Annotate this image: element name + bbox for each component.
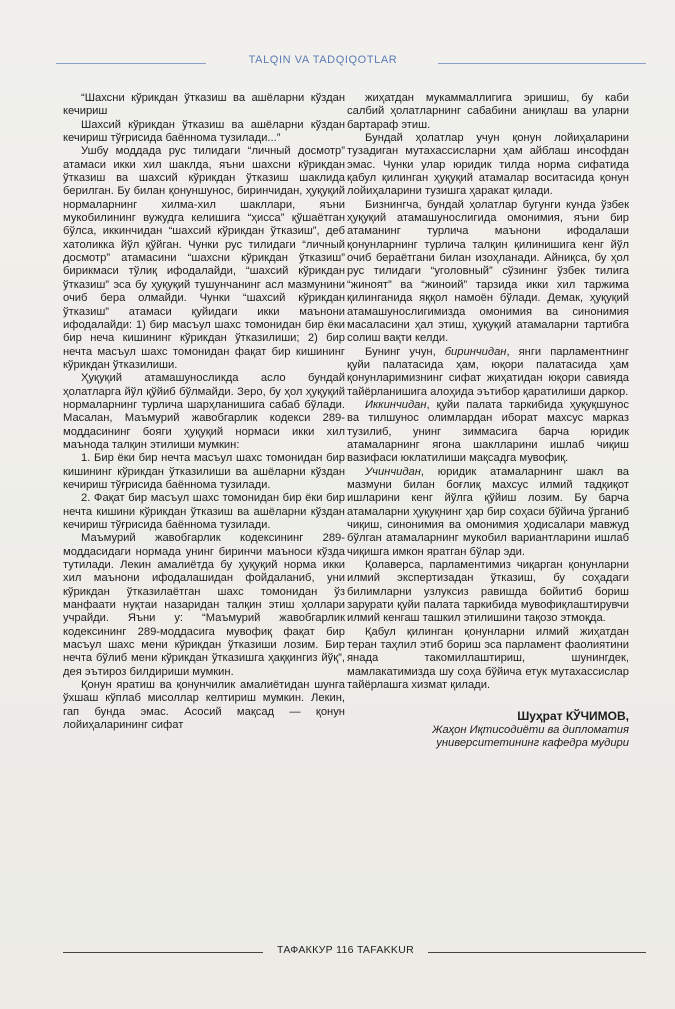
paragraph: Ушбу моддада рус тилидаги “личный досмотр” атамаси икки хил шаклда, яъни шахсни кўрикдан ўтказиш ва шахсий кўрикдан ўтказиш шаклида берилган. Бу билан қонуншунос, биринчидан, ҳуқуқий нормаларнинг хилма-хил шакллари, яъни мукобилининг вужудга келишига “ҳисса” қўшаётган бўлса, иккинчидан “шахсий кўрикдан ўтказиш”, деб хатоликка йўл қўйган. Чунки рус тилидаги “личный досмотр” атамасини “шахсни кўрикдан ўтказиш” бирикмаси тўлиқ ифодалайди, “шахсий кўрикдан ўтказиш” эса бу ҳуқуқий тушунчанинг асл мазмунини очиб бера олмайди. Чунки “шахсий кўрикдан ўтказиш” атамаси қуйидаги икки маънони ифодалайди: 1) бир масъул шахс томонидан бир ёки бир неча кишининг кўрикдан ўтказилиши; 2) бир нечта масъул шахс томонидан фақат бир кишининг кўрикдан ўтказилиши.	[63, 145, 345, 371]
running-header: TALQIN VA TADQIQOTLAR	[248, 54, 398, 66]
footer-rule-left	[63, 952, 263, 953]
paragraph: Қабул қилинган қонунларни илмий жиҳатдан теран таҳлил этиб бориш эса парламент фаолиятини янада такомиллаштириш, шунингдек, мамлакатимизда шу соҳа бўйича етук мутахассислар тайёрлашга хизмат қилади.	[347, 625, 629, 692]
author-affiliation-line1: Жаҳон Иқтисодиёти ва дипломатия	[432, 723, 629, 736]
left-column	[63, 92, 345, 733]
paragraph: Бунинг учун, биринчидан, янги парламентнинг қуйи палатасида ҳам, юқори палатасида ҳам қонунларимизнинг сифат жиҳатидан юқори савияда тайёрланишига алоҳида эътибор қаратилиши даркор.	[347, 345, 629, 398]
paragraph: “Шахсни кўрикдан ўтказиш ва ашёларни кўздан кечириш	[63, 92, 345, 118]
paragraph: Учинчидан, юридик атамаларнинг шакл ва мазмуни билан боғлиқ махсус илмий тадқиқот ишларини кенг йўлга қўйиш лозим. Бу барча атамаларни ҳуқуқнинг ҳар бир соҳаси бўйича ўрганиб чиқиш, синонимия ва омонимия ҳодисалари мавжуд бўлган атамаларнинг мукобил вариантларини ишлаб чиқишга имкон яратган бўлар эди.	[347, 465, 629, 558]
author-name: Шуҳрат КЎЧИМОВ,	[517, 709, 629, 724]
paragraph: Бизнингча, бундай ҳолатлар бугунги кунда ўзбек ҳуқуқий атамашунослигида омонимия, яъни бир атаманинг турлича маънони ифодалаши қонунларнинг турлича талқин қилинишига кенг йўл очиб бераётгани билан изоҳланади. Айниқса, бу ҳол рус тилидаги “уголовный” сўзининг ўзбек тилига “жиноят” ва “жиноий” тарзида икки хил таржима қилинганида яққол намоён бўлади. Демак, ҳуқуқий атамашунослигимизда омонимия ва синонимия масаласини ҳал этиш, ҳуқуқий атамаларни тартибга солиш вақти келди.	[347, 198, 629, 345]
right-column	[347, 92, 629, 751]
footer-rule-right	[428, 952, 646, 953]
signature-block	[347, 710, 629, 750]
header-rule-left	[56, 63, 206, 64]
paragraph: Қолаверса, парламентимиз чиқарган қонунларни илмий экспертизадан ўтказиш, бу соҳадаги билимларни узлуксиз равишда бойитиб бориш зарурати қуйи палата таркибида мувофиқлаштирувчи илмий кенгаш ташкил этилишини тақозо этмоқда.	[347, 559, 629, 625]
paragraph: Маъмурий жавобгарлик кодексининг 289-моддасидаги нормада унинг биринчи маъноси кўзда тутилади. Лекин амалиётда бу ҳуқуқий норма икки хил маънони ифодалашидан фойдаланиб, уни кўрикдан ўтказилаётган шахс томонидан ўз манфаати нуқтаи назаридан талқин этиш ҳоллари учрайди. Яъни у: “Маъмурий жавобгарлик кодексининг 289-моддасига мувофиқ фақат бир масъул шахс мени кўрикдан ўтказиши лозим. Бир нечта бўлиб мени кўрикдан ўтказишга ҳаққингиз йўқ”, дея эътироз билдириши мумкин.	[63, 532, 345, 678]
footer-page-number: ТАФАККУР 116 TAFAKKUR	[276, 944, 415, 956]
paragraph: Шахсий кўрикдан ўтказиш ва ашёларни кўздан кечириш тўғрисида баённома тузилади...”	[63, 118, 345, 145]
header-rule-right	[438, 63, 646, 64]
paragraph: Иккинчидан, қуйи палата таркибида ҳуқуқшунос ва тилшунос олимлардан иборат махсус марказ тузилиб, унинг зиммасига барча юридик атамаларнинг ягона шаклларини ишлаб чиқиш вазифаси юклатилиши мақсадга мувофиқ.	[347, 398, 629, 465]
paragraph: 1. Бир ёки бир нечта масъул шахс томонидан бир кишининг кўрикдан ўтказилиши ва ашёларни кўздан кечириш тўғрисида баённома тузилади.	[63, 452, 345, 491]
paragraph: Бундай ҳолатлар учун қонун лойиҳаларини тузадиган мутахассисларни ҳам айблаш инсофдан эмас. Чунки улар юридик тилда норма сифатида қабул қилинган ҳуқуқий атамалар воситасида қонун лойиҳаларини тузишга ҳаракат қилади.	[347, 132, 629, 198]
paragraph: Ҳуқуқий атамашуносликда асло бундай ҳолатларга йўл қўйиб бўлмайди. Зеро, бу ҳол ҳуқуқий нормаларнинг турлича шарҳланишига сабаб бўлади. Масалан, Маъмурий жавобгарлик кодекси 289-моддасининг бояги ҳуқуқий нормаси икки хил маънода талқин этилиши мумкин:	[63, 372, 345, 451]
paragraph: Қонун яратиш ва қонунчилик амалиётидан шунга ўхшаш кўплаб мисоллар келтириш мумкин. Лекин, гап бунда эмас. Асосий мақсад — қонун лойиҳаларининг сифат	[63, 679, 345, 732]
paragraph: жиҳатдан мукаммаллигига эришиш, бу каби салбий ҳолатларнинг сабабини аниқлаш ва уларни бартараф этиш.	[347, 92, 629, 131]
paragraph: 2. Фақат бир масъул шахс томонидан бир ёки бир нечта кишини кўрикдан ўтказиш ва ашёларни кўздан кечириш тўғрисида баённома тузилади.	[63, 492, 345, 531]
author-affiliation-line2: университетининг кафедра мудири	[436, 737, 629, 750]
